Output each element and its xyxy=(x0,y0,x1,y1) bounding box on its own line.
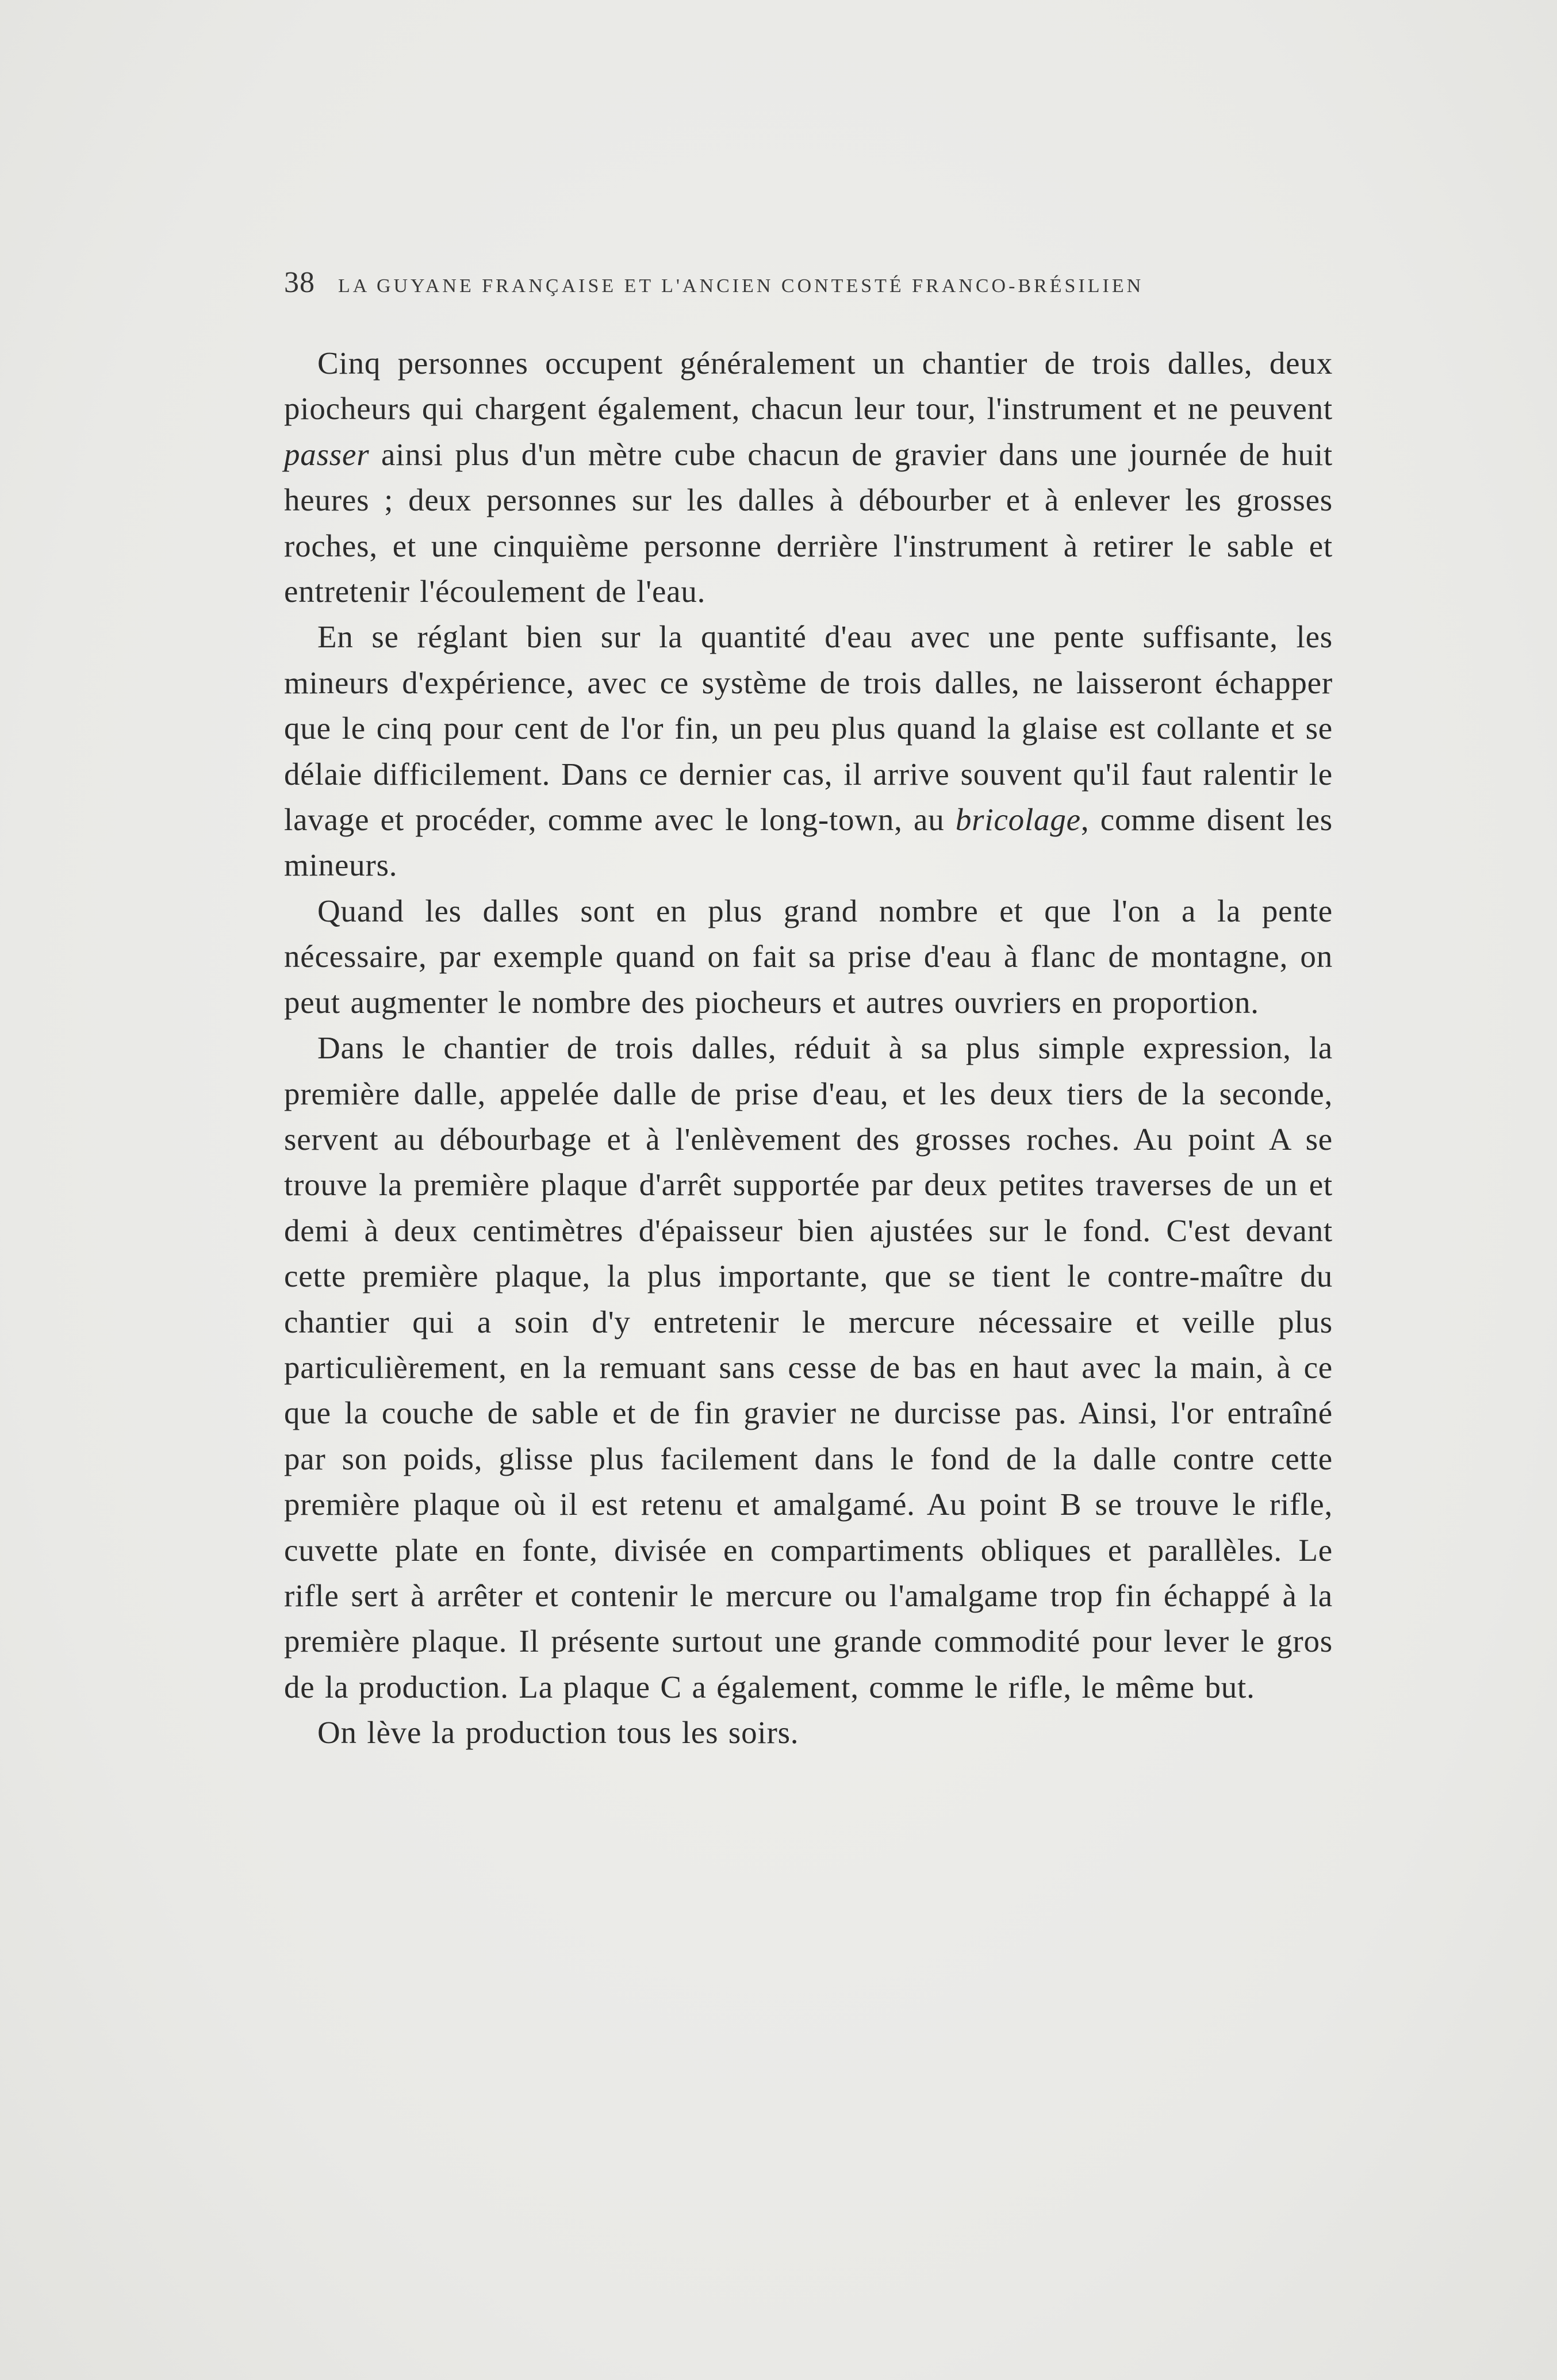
running-title: LA GUYANE FRANÇAISE ET L'ANCIEN CONTESTÉ FRANCO-BRÉSILIEN xyxy=(338,275,1144,297)
paragraph-text: Cinq personnes occupent généralement un chantier de trois dalles, deux piocheurs qui chargent également, chacun leur tour, l'instrument et ne peuvent xyxy=(284,346,1333,427)
italic-term-passer: passer xyxy=(284,436,370,472)
paragraph-slope xyxy=(284,614,1333,888)
italic-term-bricolage: bricolage xyxy=(955,802,1081,838)
paragraph-text: ainsi plus d'un mètre cube chacun de gravier dans une journée de huit heures ; deux personnes sur les dalles à débourber et à enlever les grosses roches, et une cinquième personne derrière l'instrument à retirer le sable et entretenir l'écoulement de l'eau. xyxy=(284,436,1333,609)
page-number: 38 xyxy=(284,266,315,299)
paragraph-production: On lève la production tous les soirs. xyxy=(317,1715,799,1751)
paragraph-workers xyxy=(284,340,1333,614)
paragraph-more-dalles: Quand les dalles sont en plus grand nombre et que l'on a la pente nécessaire, par exemple quand on fait sa prise d'eau à flanc de montagne, on peut augmenter le nombre des piocheurs et autres ouvriers en proportion. xyxy=(284,893,1333,1020)
page-header xyxy=(284,266,1250,306)
paragraph-three-dalles: Dans le chantier de trois dalles, réduit à sa plus simple expression, la première dalle, appelée dalle de prise d'eau, et les deux tiers de la seconde, servent au débourbage et à l'enlèvement des grosses roches. Au point A se trouve la première plaque d'arrêt supportée par deux petites traverses de un et demi à deux centimètres d'épaisseur bien ajustées sur le fond. C'est devant cette première plaque, la plus importante, que se tient le contre-maître du chantier qui a soin d'y entretenir le mercure nécessaire et veille plus particulièrement, en la remuant sans cesse de bas en haut avec la main, à ce que la couche de sable et de fin gravier ne durcisse pas. Ainsi, l'or entraîné par son poids, glisse plus facilement dans le fond de la dalle contre cette première plaque où il est retenu et amalgamé. Au point B se trouve le rifle, cuvette plate en fonte, divisée en compartiments obliques et parallèles. Le rifle sert à arrêter et contenir le mercure ou l'amalgame trop fin échappé à la première plaque. Il présente surtout une grande commodité pour lever le gros de la production. La plaque C a également, comme le rifle, le même but. xyxy=(284,1030,1333,1705)
body-text xyxy=(284,340,1333,1756)
paragraph-text: , comme disent les mineurs. xyxy=(284,802,1333,883)
paragraph-text: En se réglant bien sur la quantité d'eau avec une pente suffisante, les mineurs d'expérience, avec ce système de trois dalles, ne laisseront échapper que le cinq pour cent de l'or fin, un peu plus quand la glaise est collante et se délaie difficilement. Dans ce dernier cas, il arrive souvent qu'il faut ralentir le lavage et procéder, comme avec le long-town, au xyxy=(284,619,1333,838)
